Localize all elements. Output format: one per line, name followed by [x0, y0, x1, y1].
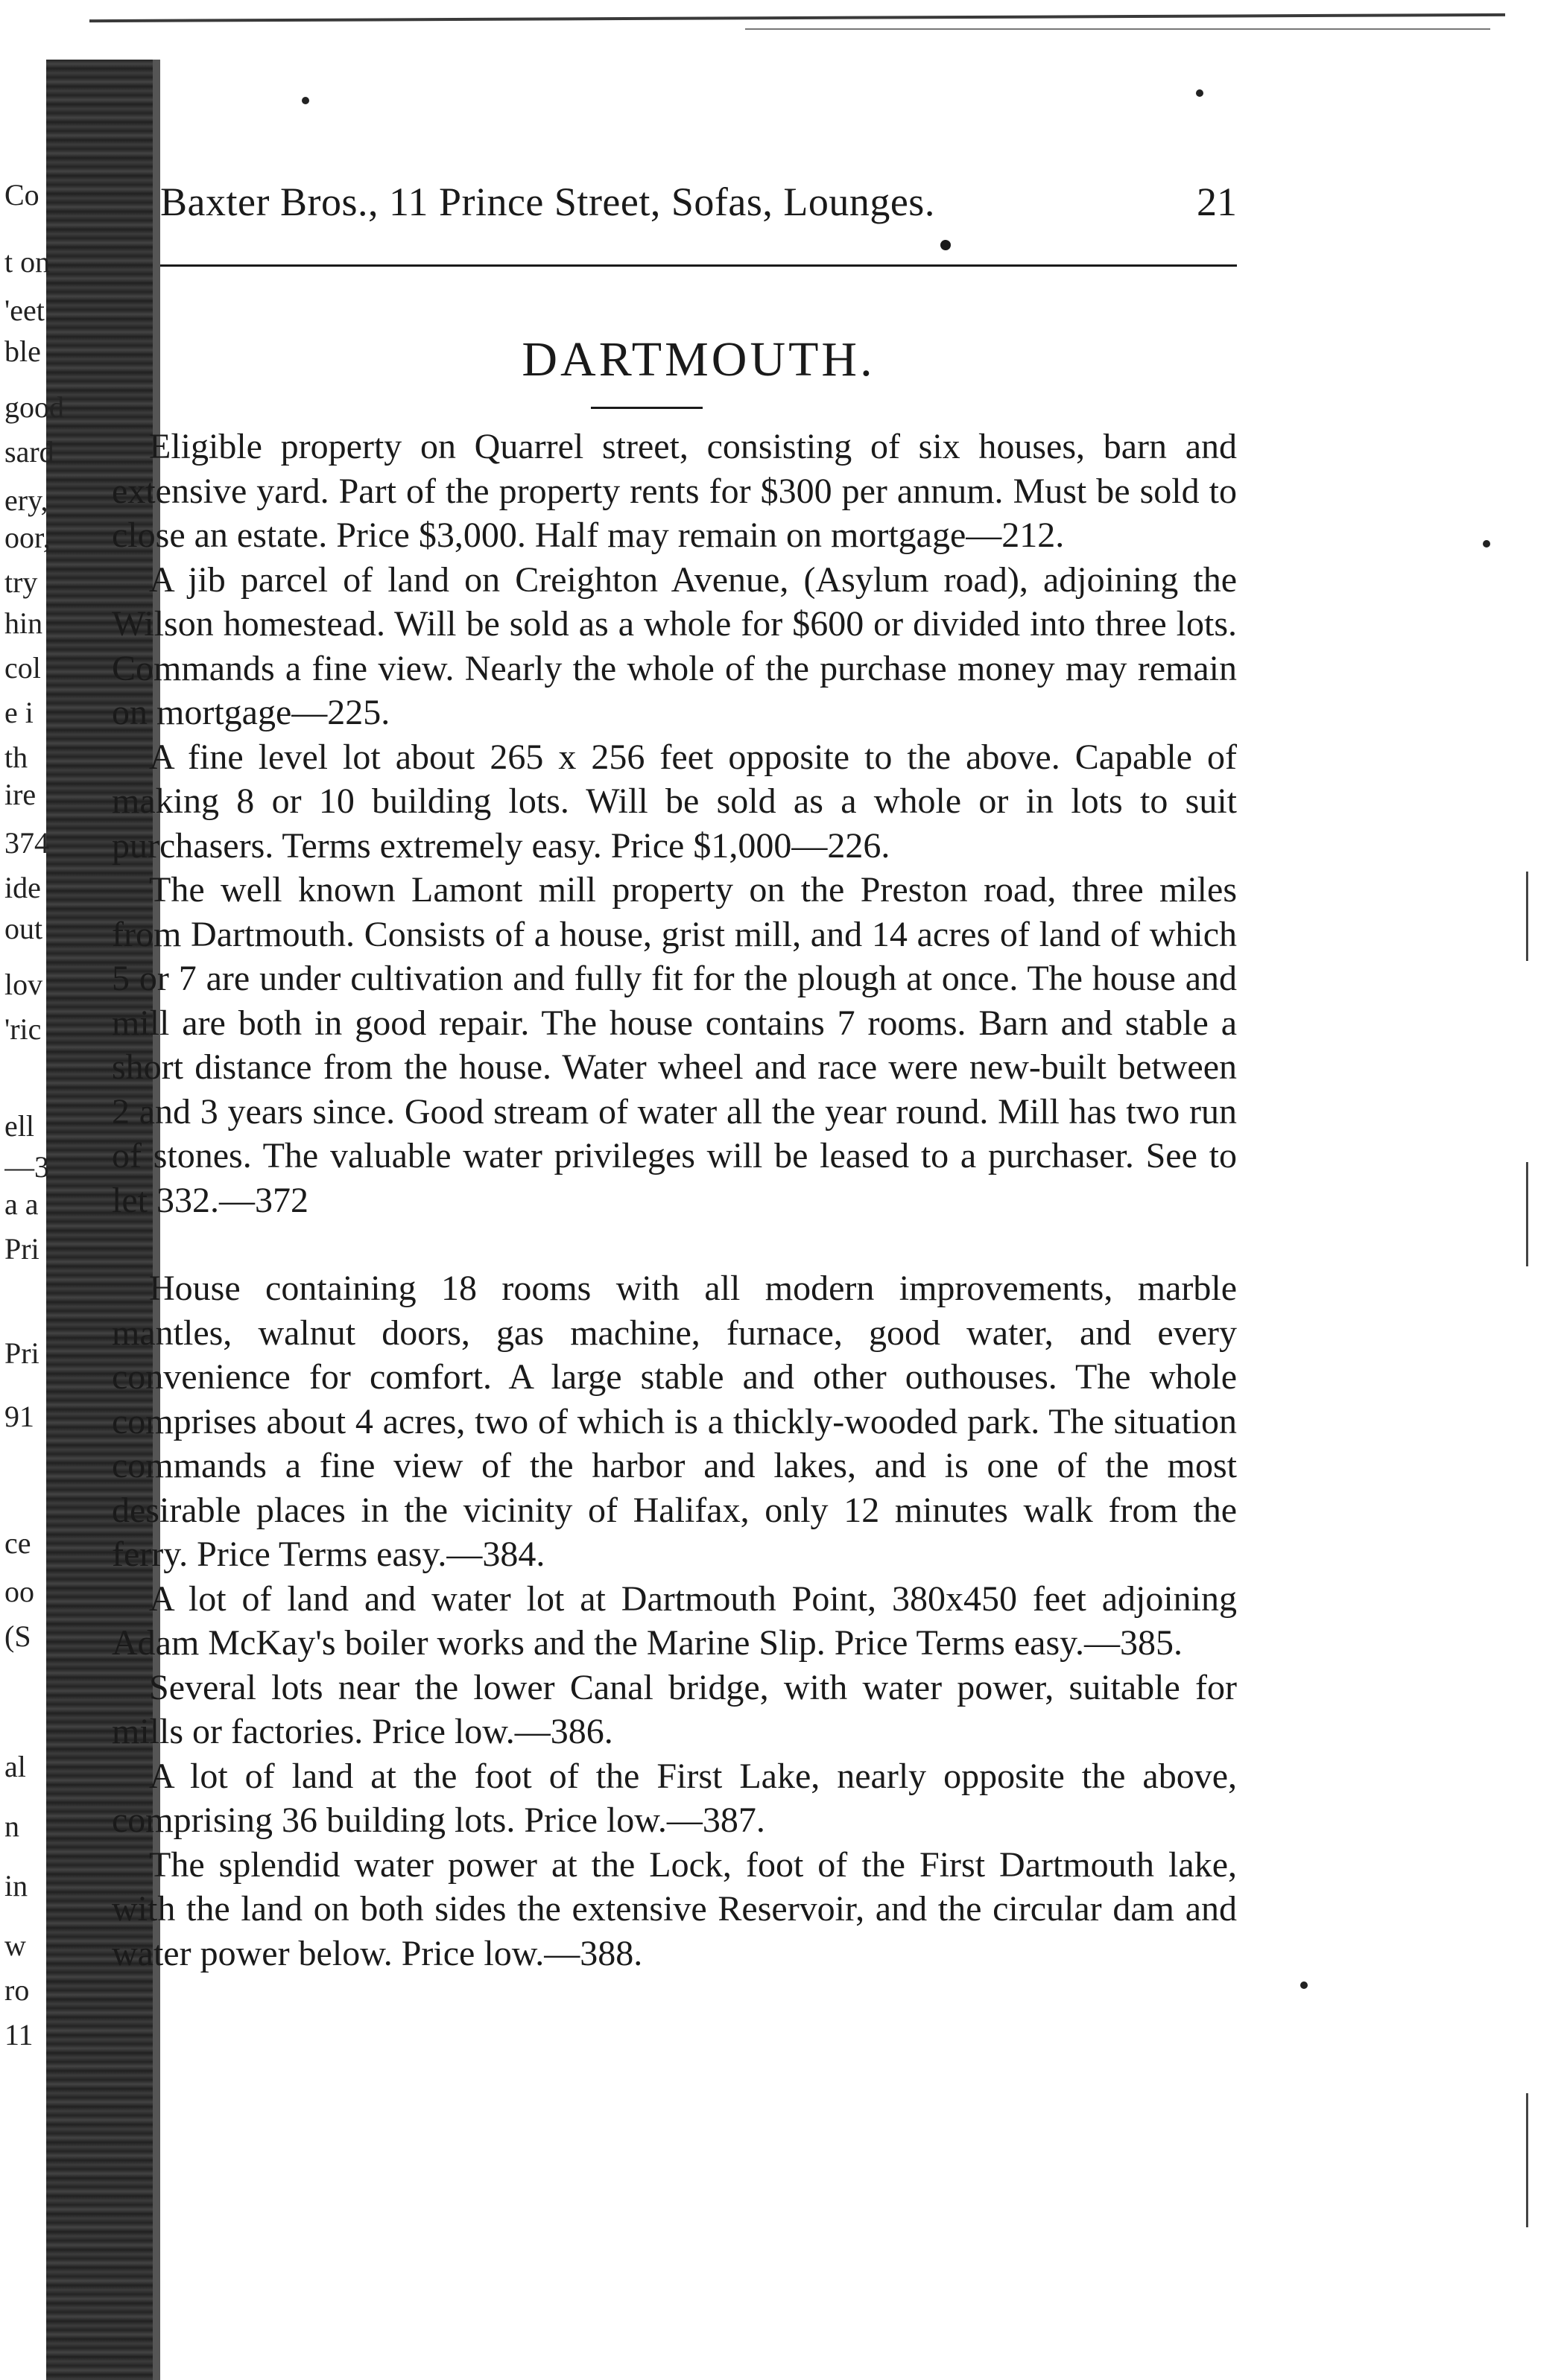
- margin-fragment: n: [4, 1810, 19, 1843]
- margin-fragment: oo: [4, 1575, 34, 1608]
- margin-fragment: col: [4, 652, 41, 685]
- margin-fragment: in: [4, 1870, 28, 1903]
- scan-mark: [1526, 1162, 1528, 1266]
- margin-fragment: try: [4, 566, 38, 599]
- margin-fragment: ide: [4, 872, 41, 904]
- margin-fragment: 'eet: [4, 294, 45, 327]
- margin-fragment: t on: [4, 246, 51, 279]
- scan-speck: [1300, 1981, 1308, 1989]
- margin-fragment: w: [4, 1929, 26, 1962]
- margin-fragment: Pri: [4, 1233, 39, 1266]
- margin-fragment: ire: [4, 778, 37, 811]
- listing-paragraph: A fine level lot about 265 x 256 feet opposite to the above. Capable of making 8 or 10 building lots. Will be sold as a whole or in lots to suit purchasers. Terms extremely easy. Price $1,000—226.: [112, 737, 1237, 866]
- scan-speck: [1483, 540, 1490, 548]
- margin-fragment: sard: [4, 436, 54, 469]
- margin-fragment: ell: [4, 1110, 34, 1143]
- listing-paragraph: A lot of land at the foot of the First Lake, nearly opposite the above, comprising 36 building lots. Price low.—387.: [112, 1756, 1237, 1840]
- margin-fragment: 374: [4, 827, 49, 860]
- margin-fragment: lov: [4, 968, 43, 1001]
- title-rule: [591, 407, 703, 409]
- margin-fragment: Co: [4, 179, 39, 212]
- header-ornament-dot: [940, 240, 951, 250]
- page-header: [160, 179, 1237, 246]
- margin-fragment: hin: [4, 607, 43, 640]
- listings-body: [112, 425, 1237, 1976]
- scan-mark: [1526, 872, 1528, 961]
- margin-fragment: 91: [4, 1400, 34, 1433]
- top-scan-rule-secondary: [745, 28, 1490, 30]
- margin-fragment: e i: [4, 696, 34, 729]
- margin-fragment: a a: [4, 1188, 39, 1221]
- margin-fragment: Pri: [4, 1337, 39, 1370]
- top-scan-rule: [89, 13, 1505, 22]
- margin-fragment: ery,: [4, 484, 48, 517]
- listing-paragraph: The splendid water power at the Lock, foot of the First Dartmouth lake, with the land on both sides the extensive Reservoir, and the circular dam and water power below. Price low.—388.: [112, 1844, 1237, 1973]
- margin-fragment: good: [4, 391, 64, 424]
- running-title: Baxter Bros., 11 Prince Street, Sofas, Lounges.: [160, 180, 935, 224]
- listing-paragraph: The well known Lamont mill property on the Preston road, three miles from Dartmouth. Consists of a house, grist mill, and 14 acres of land of which 5 or 7 are under cultivation and fully fit for the plough at once. The house and mill are both in good repair. The house contains 7 rooms. Barn and stable a short distance from the house. Water wheel and race were new-built between 2 and 3 years since. Good stream of water all the year round. Mill has two run of stones. The valuable water privileges will be leased to a purchaser. See to let 332.—372: [112, 870, 1237, 1220]
- header-rule: [160, 264, 1237, 267]
- page-number: 21: [1197, 180, 1237, 224]
- margin-fragment: oor,: [4, 521, 51, 554]
- margin-fragment: ro: [4, 1974, 30, 2007]
- margin-fragment: out: [4, 913, 43, 945]
- listing-paragraph: A jib parcel of land on Creighton Avenue, (Asylum road), adjoining the Wilson homestead. Will be sold as a whole for $600 or divided into three lots. Commands a fine view. Nearly the whole of the purchase money may remain on mortgage—225.: [112, 559, 1237, 732]
- scan-speck: [302, 97, 309, 104]
- scan-mark: [1526, 2093, 1528, 2227]
- margin-fragment: 11: [4, 2019, 34, 2051]
- margin-fragment: 'ric: [4, 1013, 42, 1046]
- listing-paragraph: A lot of land and water lot at Dartmouth Point, 380x450 feet adjoining Adam McKay's boiler works and the Marine Slip. Price Terms easy.—385.: [112, 1578, 1237, 1663]
- listing-paragraph: Eligible property on Quarrel street, consisting of six houses, barn and extensive yard. Part of the property rents for $300 per annum. Must be sold to close an estate. Price $3,000. Half may remain on mortgage—212.: [112, 427, 1237, 555]
- margin-fragment: —3: [4, 1151, 49, 1184]
- margin-fragment: ble: [4, 335, 41, 368]
- listing-paragraph: House containing 18 rooms with all modern improvements, marble mantles, walnut doors, gas machine, furnace, good water, and every convenience for comfort. A large stable and other outhouses. The whole comprises about 4 acres, two of which is a thickly-wooded park. The situation commands a fine view of the harbor and lakes, and is one of the most desirable places in the vicinity of Halifax, only 12 minutes walk from the ferry. Price Terms easy.—384.: [112, 1269, 1237, 1574]
- margin-fragment: (S: [4, 1620, 31, 1653]
- margin-fragment: al: [4, 1751, 26, 1783]
- scan-speck: [1196, 89, 1203, 97]
- listing-paragraph: Several lots near the lower Canal bridge, with water power, suitable for mills or factories. Price low.—386.: [112, 1667, 1237, 1751]
- margin-fragment: ce: [4, 1527, 31, 1560]
- margin-fragment: th: [4, 741, 28, 774]
- section-title: DARTMOUTH.: [522, 332, 876, 387]
